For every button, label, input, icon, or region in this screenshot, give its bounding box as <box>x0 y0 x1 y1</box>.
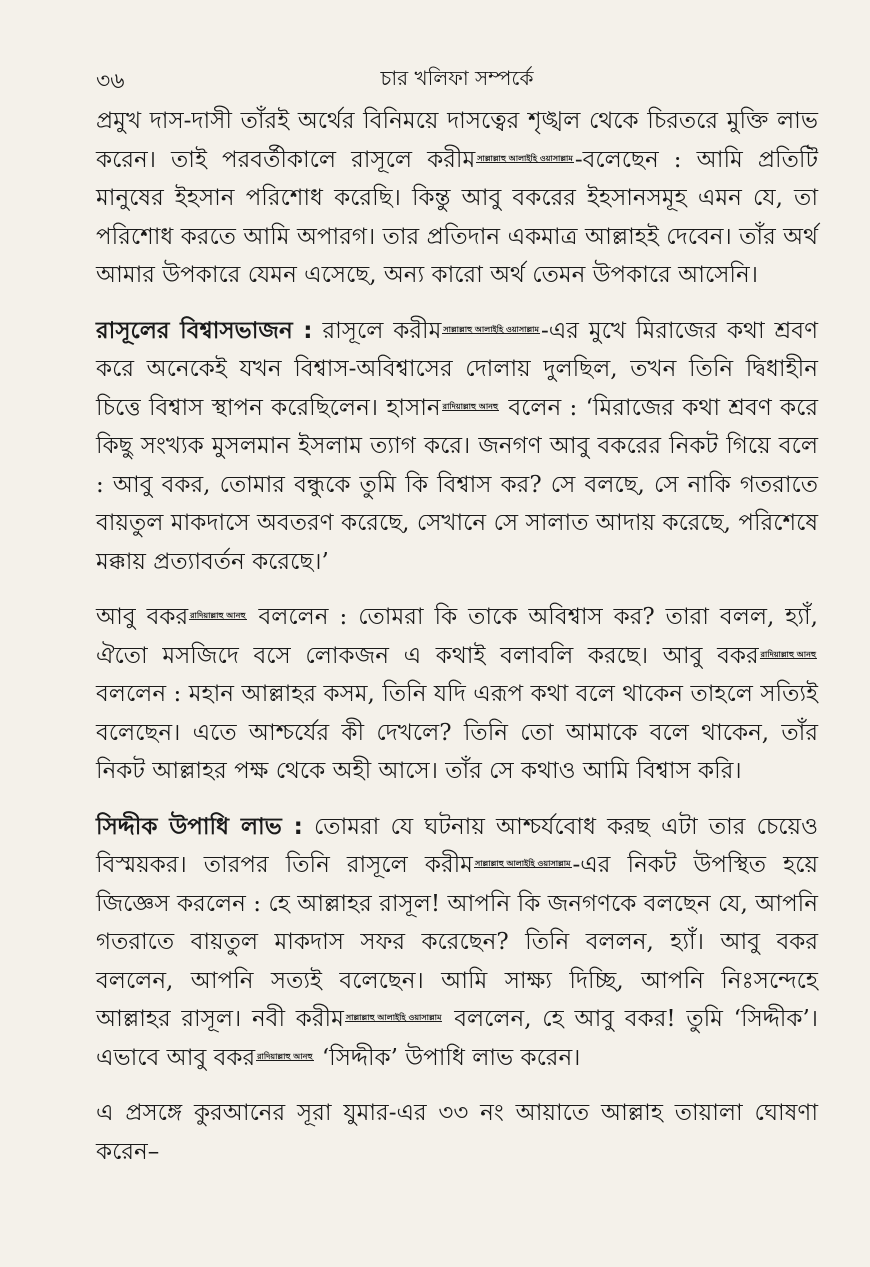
paragraph-1 <box>96 102 818 295</box>
paragraph-3-text-2: বললেন : তোমরা কি তাকে অবিশ্বাস কর? তারা বলল, হ্যাঁ, ঐতো মসজিদে বসে লোকজন এ কথাই বলাবলি করছে। আবু বকর <box>96 604 818 669</box>
paragraph-3-text-1: আবু বকর <box>96 604 189 630</box>
honorific-radi: রাদিয়াল্লাহু আনহু <box>257 1050 313 1061</box>
paragraph-1-text-1: প্রমুখ দাস-দাসী তাঁরই অর্থের বিনিময়ে দাসত্বের শৃঙ্খল থেকে চিরতরে মুক্তি লাভ করেন। তাই পরবর্তীকালে রাসূলে করীম <box>96 108 818 173</box>
paragraph-4-text-4: ‘সিদ্দীক’ উপাধি লাভ করেন। <box>314 1044 581 1071</box>
running-title: চার খলিফা সম্পর্কে <box>380 66 534 90</box>
paragraph-2-text-2: -এর মুখে মিরাজের কথা শ্রবণ করে অনেকেই যখন বিশ্বাস-অবিশ্বাসের দোলায় দুলছিল, তখন তিনি দ্বিধাহীন চিত্তে বিশ্বাস স্থাপন করেছিলেন। হাসান <box>96 317 818 421</box>
section-heading-siddiq: সিদ্দীক উপাধি লাভ : <box>96 813 303 840</box>
paragraph-3-text-3: বললেন : মহান আল্লাহর কসম, তিনি যদি এরূপ কথা বলে থাকেন তাহলে সত্যিই বলেছেন। এতে আশ্চর্যের কী দেখলে? তিনি তো আমাকে বলে থাকেন, তাঁর নিকট আল্লাহর পক্ষ থেকে অহী আসে। তাঁর সে কথাও আমি বিশ্বাস করি। <box>96 681 818 784</box>
paragraph-5-text-1: এ প্রসঙ্গে কুরআনের সূরা যুমার-এর ৩৩ নং আয়াতে আল্লাহ তায়ালা ঘোষণা করেন– <box>96 1100 818 1165</box>
paragraph-4 <box>96 808 818 1078</box>
honorific-salla: সাল্লাল্লাহু আলাইহি ওয়াসাল্লাম <box>474 858 571 868</box>
paragraph-5 <box>96 1094 818 1171</box>
paragraph-2-text-3: বলেন : ‘মিরাজের কথা শ্রবণ করে কিছু সংখ্যক মুসলমান ইসলাম ত্যাগ করে। জনগণ আবু বকরের নিকট গিয়ে বলে : আবু বকর, তোমার বন্ধুকে তুমি কি বিশ্বাস কর? সে বলছে, সে নাকি গতরাতে বায়তুল মাকদাসে অবতরণ করেছে, সেখানে সে সালাত আদায় করেছে, পরিশেষে মক্কায় প্রত্যাবর্তন করেছে।’ <box>96 394 819 575</box>
paragraph-4-text-1: তোমরা যে ঘটনায় আশ্চর্যবোধ করছ এটা তার চেয়েও বিস্ময়কর। তারপর তিনি রাসূলে করীম <box>96 813 819 878</box>
honorific-radi: রাদিয়াল্লাহু আনহু <box>442 400 499 411</box>
paragraph-4-text-2: -এর নিকট উপস্থিত হয়ে জিজ্ঞেস করলেন : হে আল্লাহর রাসূল! আপনি কি জনগণকে বলছেন যে, আপনি গতরাতে বায়তুল মাকদাস সফর করেছেন? তিনি বললন, হ্যাঁ। আবু বকর বললেন, আপনি সত্যই বলেছেন। আমি সাক্ষ্য দিচ্ছি, আপনি নিঃসন্দেহে আল্লাহর রাসূল। নবী করীম <box>96 852 818 1032</box>
page-number: ৩৬ <box>96 69 125 94</box>
honorific-salla: সাল্লাল্লাহু আলাইহি ওয়াসাল্লাম <box>345 1012 442 1022</box>
honorific-salla: সাল্লাল্লাহু আলাইহি ওয়াসাল্লাম <box>443 323 539 334</box>
paragraph-4-text-3: বললেন, হে আবু বকর! তুমি ‘সিদ্দীক’। এভাবে আবু বকর <box>96 1006 818 1071</box>
section-heading-trusted: রাসূলের বিশ্বাসভাজন : <box>96 317 313 344</box>
page-header <box>96 58 818 102</box>
paragraph-1-text-2: -বলেছেন : আমি প্রতিটি মানুষের ইহসান পরিশোধ করেছি। কিন্তু আবু বকরের ইহসানসমূহ এমন যে, তা পরিশোধ করতে আমি অপারগ। তার প্রতিদান একমাত্র আল্লাহই দেবেন। তাঁর অর্থ আমার উপকারে যেমন এসেছে, অন্য কারো অর্থ তেমন উপকারে আসেনি। <box>96 146 819 288</box>
paragraph-3 <box>96 598 818 791</box>
honorific-radi: রাদিয়াল্লাহু আনহু <box>760 648 816 659</box>
paragraph-2-text-1: রাসূলে করীম <box>312 317 442 344</box>
paragraph-2 <box>96 312 818 582</box>
honorific-salla: সাল্লাল্লাহু আলাইহি ওয়াসাল্লাম <box>477 152 573 163</box>
honorific-radi: রাদিয়াল্লাহু আনহু <box>190 610 246 620</box>
